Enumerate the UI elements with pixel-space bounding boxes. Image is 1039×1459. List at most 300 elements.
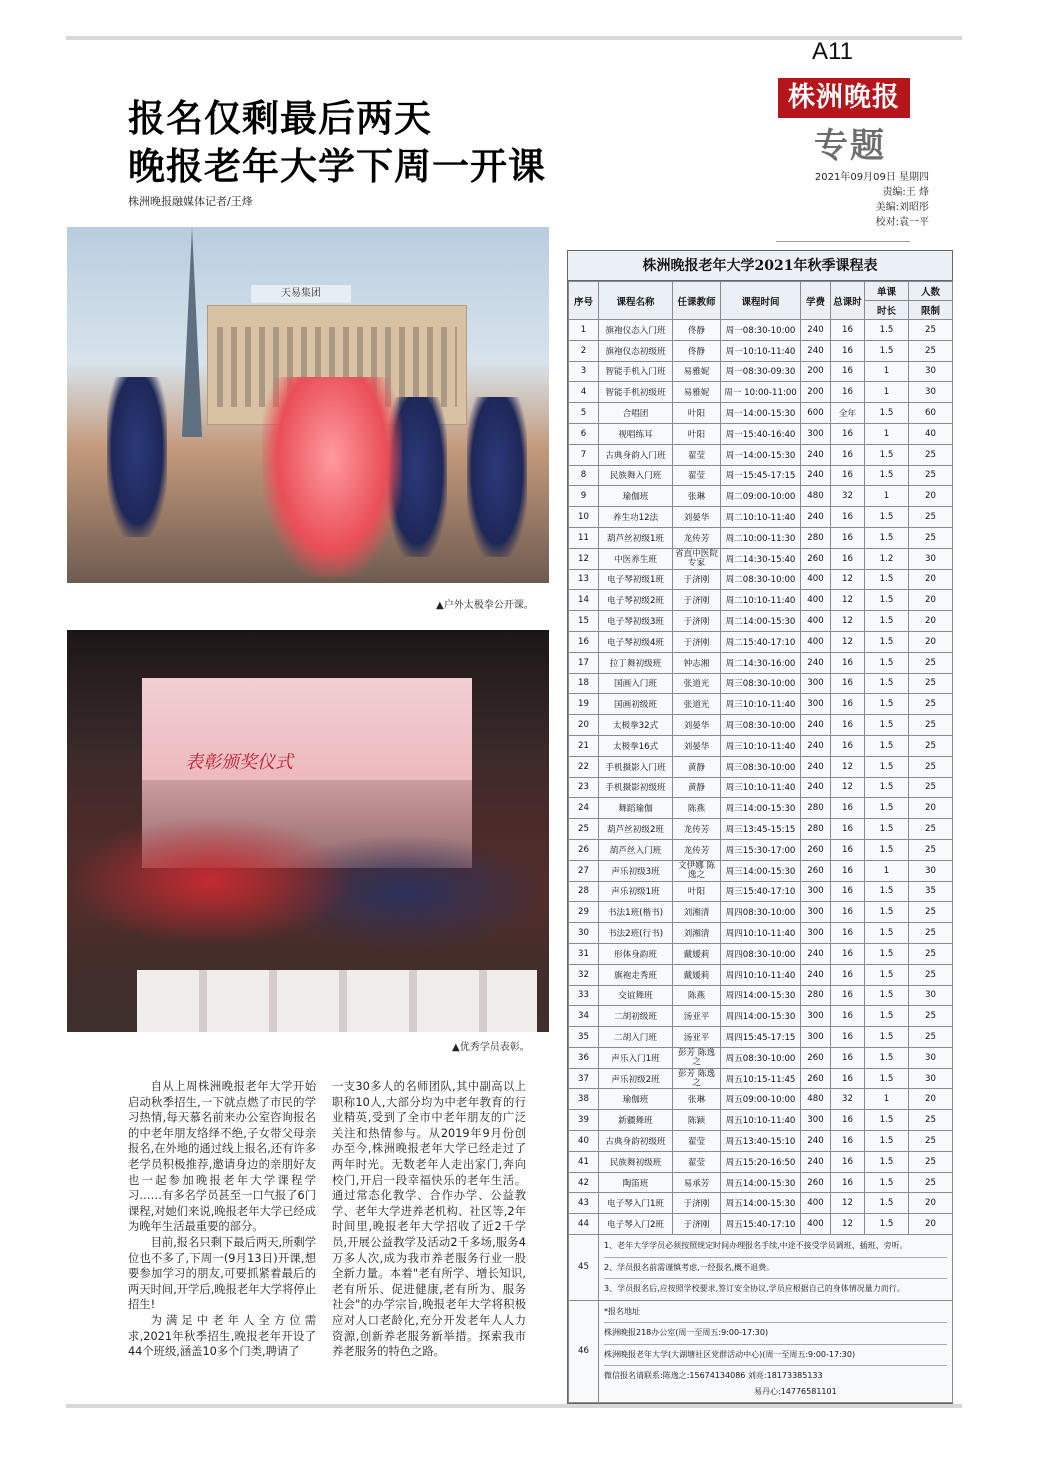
cell-total-hours: 全年	[831, 403, 865, 424]
table-row	[569, 985, 953, 1006]
cell-teacher: 陈燕	[673, 798, 721, 819]
cell-no: 23	[569, 777, 599, 798]
cell-duration: 1.2	[865, 548, 909, 569]
headline	[128, 95, 546, 191]
table-row	[569, 673, 953, 694]
cell-quota: 25	[909, 340, 953, 361]
cell-teacher: 张道光	[673, 694, 721, 715]
schedule-table	[568, 281, 953, 1403]
byline: 株洲晚报融媒体记者/王烽	[128, 195, 253, 208]
table-row	[569, 340, 953, 361]
cell-time: 周一 10:00-11:00	[721, 382, 801, 403]
cell-total-hours: 12	[831, 569, 865, 590]
cell-teacher: 于济刚	[673, 631, 721, 652]
cell-no: 8	[569, 465, 599, 486]
cell-duration: 1.5	[865, 403, 909, 424]
cell-duration: 1.5	[865, 1131, 909, 1152]
cell-course: 形体身韵班	[599, 943, 673, 964]
contact-line: 微信报名请联系:陈逸之:15674134086 刘亮:18173385133	[604, 1365, 947, 1384]
cell-course: 瑜伽班	[599, 486, 673, 507]
cell-course: 电子琴初级3班	[599, 611, 673, 632]
cell-no: 29	[569, 902, 599, 923]
cell-total-hours: 16	[831, 361, 865, 382]
cell-fee: 300	[801, 923, 831, 944]
cell-total-hours: 16	[831, 923, 865, 944]
cell-no: 34	[569, 1006, 599, 1027]
contact-line: 株洲晚报老年大学(大湖塘社区党群活动中心)(周一至周五:9:00-17:30)	[604, 1344, 947, 1363]
cell-quota: 25	[909, 839, 953, 860]
cell-course: 养生功12法	[599, 507, 673, 528]
headline-line-2: 晚报老年大学下周一开课	[128, 145, 546, 188]
notes-cell	[599, 1235, 953, 1301]
cell-time: 周一08:30-09:30	[721, 361, 801, 382]
cell-duration: 1.5	[865, 923, 909, 944]
header-no: 序号	[569, 282, 599, 320]
cell-duration: 1.5	[865, 507, 909, 528]
table-row	[569, 548, 953, 569]
cell-no: 13	[569, 569, 599, 590]
cell-teacher: 于济刚	[673, 569, 721, 590]
cell-quota: 25	[909, 673, 953, 694]
table-row	[569, 652, 953, 673]
cell-course: 旗袍仪态初级班	[599, 340, 673, 361]
cell-fee: 400	[801, 1214, 831, 1235]
table-row	[569, 1172, 953, 1193]
cell-time: 周五15:40-17:10	[721, 1214, 801, 1235]
cell-no: 3	[569, 361, 599, 382]
cell-duration: 1	[865, 423, 909, 444]
cell-quota: 25	[909, 1006, 953, 1027]
table-row	[569, 798, 953, 819]
cell-duration: 1	[865, 860, 909, 881]
table-row	[569, 382, 953, 403]
table-row	[569, 569, 953, 590]
table-row	[569, 756, 953, 777]
course-schedule	[567, 250, 953, 1404]
cell-course: 葫芦丝入门班	[599, 839, 673, 860]
contact-no: 46	[569, 1300, 599, 1403]
cell-teacher: 于济刚	[673, 590, 721, 611]
cell-total-hours: 16	[831, 819, 865, 840]
cell-fee: 400	[801, 569, 831, 590]
cell-quota: 25	[909, 1131, 953, 1152]
cell-time: 周二08:30-10:00	[721, 569, 801, 590]
paragraph: 一支30多人的名师团队,其中副高以上职称10人,大部分均为中老年教育的行业精英,受到了全市中老年朋友的广泛关注和热情参与。从2019年9月份创办至今,株洲晚报老年大学已经走过了两年时光。无数老年人走出家门,奔向校门,开启一段幸福快乐的老年生活。通过常态化教学、合作办学、公益教学、老年大学进养老机构、社区等,2年时间里,晚报老年大学招收了近2千学员,开展公益教学及活动2千多场,服务4万多人次,成为我市养老服务行业一股全新力量。本着"老有所学、增长知识,老有所乐、促进健康,老有所为、服务社会"的办学宗旨,晚报老年大学将积极应对人口老龄化,充分开发老年人人力资源,创新养老服务新举措。探索我市养老服务的特色之路。	[332, 1080, 526, 1359]
cell-time: 周三15:30-17:00	[721, 839, 801, 860]
table-row	[569, 923, 953, 944]
cell-teacher: 省直中医院专家	[673, 548, 721, 569]
photo2-caption: ▲优秀学员表彰。	[452, 1042, 530, 1053]
cell-teacher: 易雅妮	[673, 382, 721, 403]
cell-time: 周五13:40-15:10	[721, 1131, 801, 1152]
cell-no: 28	[569, 881, 599, 902]
cell-no: 21	[569, 735, 599, 756]
cell-quota: 20	[909, 1214, 953, 1235]
cell-quota: 25	[909, 694, 953, 715]
notes-row	[569, 1235, 953, 1301]
cell-total-hours: 16	[831, 985, 865, 1006]
cell-fee: 240	[801, 777, 831, 798]
gift-boxes	[137, 970, 537, 1032]
cell-teacher: 于济刚	[673, 1214, 721, 1235]
cell-total-hours: 12	[831, 611, 865, 632]
cell-fee: 260	[801, 1068, 831, 1089]
cell-time: 周三10:10-11:40	[721, 735, 801, 756]
cell-time: 周二14:30-16:00	[721, 652, 801, 673]
cell-fee: 240	[801, 340, 831, 361]
lead-performer-figure	[262, 377, 402, 577]
cell-time: 周四14:00-15:30	[721, 985, 801, 1006]
cell-duration: 1.5	[865, 1214, 909, 1235]
cell-no: 25	[569, 819, 599, 840]
cell-no: 30	[569, 923, 599, 944]
cell-no: 7	[569, 444, 599, 465]
cell-teacher: 文伊娜 陈逸之	[673, 860, 721, 881]
cell-quota: 25	[909, 777, 953, 798]
cell-total-hours: 16	[831, 444, 865, 465]
table-row	[569, 361, 953, 382]
cell-teacher: 翟莹	[673, 444, 721, 465]
cell-quota: 25	[909, 943, 953, 964]
cell-duration: 1	[865, 1089, 909, 1110]
table-row	[569, 777, 953, 798]
cell-course: 合唱团	[599, 403, 673, 424]
cell-quota: 25	[909, 923, 953, 944]
header-course: 课程名称	[599, 282, 673, 320]
cell-course: 智能手机入门班	[599, 361, 673, 382]
cell-no: 11	[569, 527, 599, 548]
cell-course: 二胡初级班	[599, 1006, 673, 1027]
cell-teacher: 陈颖	[673, 1110, 721, 1131]
cell-duration: 1	[865, 486, 909, 507]
designer-credit: 美编:刘昭彤	[875, 202, 929, 213]
cell-fee: 240	[801, 1151, 831, 1172]
cell-quota: 35	[909, 881, 953, 902]
cell-time: 周一14:00-15:30	[721, 444, 801, 465]
cell-quota: 60	[909, 403, 953, 424]
cell-course: 舞蹈瑜伽	[599, 798, 673, 819]
header-single: 单课	[865, 282, 909, 301]
cell-teacher: 黄静	[673, 777, 721, 798]
cell-teacher: 刘湘清	[673, 923, 721, 944]
cell-duration: 1.5	[865, 1068, 909, 1089]
cell-teacher: 张琳	[673, 486, 721, 507]
cell-fee: 480	[801, 1089, 831, 1110]
cell-time: 周三14:00-15:30	[721, 860, 801, 881]
building-sign: 天易集团	[251, 285, 351, 303]
cell-no: 40	[569, 1131, 599, 1152]
cell-time: 周三08:30-10:00	[721, 715, 801, 736]
cell-quota: 25	[909, 735, 953, 756]
cell-fee: 280	[801, 527, 831, 548]
cell-course: 旗袍走秀班	[599, 964, 673, 985]
cell-total-hours: 16	[831, 673, 865, 694]
cell-no: 6	[569, 423, 599, 444]
cell-fee: 240	[801, 320, 831, 341]
cell-total-hours: 16	[831, 423, 865, 444]
cell-duration: 1.5	[865, 465, 909, 486]
table-row	[569, 1214, 953, 1235]
cell-total-hours: 16	[831, 1027, 865, 1048]
cell-no: 10	[569, 507, 599, 528]
contact-line: *报名地址	[604, 1306, 640, 1316]
cell-course: 古典身韵入门班	[599, 444, 673, 465]
cell-quota: 20	[909, 590, 953, 611]
contact-cell	[599, 1300, 953, 1403]
cell-fee: 400	[801, 631, 831, 652]
cell-time: 周四15:45-17:15	[721, 1027, 801, 1048]
cell-teacher: 刘晏华	[673, 735, 721, 756]
header-quota-limit: 限制	[909, 301, 953, 320]
cell-no: 20	[569, 715, 599, 736]
cell-course: 新疆舞班	[599, 1110, 673, 1131]
cell-duration: 1.5	[865, 1047, 909, 1068]
cell-time: 周四10:10-11:40	[721, 923, 801, 944]
article-column-2	[332, 1079, 526, 1360]
proofreader-credit: 校对:袁一平	[875, 217, 929, 228]
cell-total-hours: 16	[831, 548, 865, 569]
cell-quota: 30	[909, 1068, 953, 1089]
note-line: 1、老年大学学员必须按照规定时间办理报名手续,中途不接受学员调班、插班、旁听。	[604, 1241, 908, 1251]
cell-quota: 25	[909, 756, 953, 777]
cell-teacher: 刘晏华	[673, 507, 721, 528]
cell-quota: 20	[909, 631, 953, 652]
cell-no: 37	[569, 1068, 599, 1089]
cell-time: 周一10:10-11:40	[721, 340, 801, 361]
cell-duration: 1.5	[865, 985, 909, 1006]
table-row	[569, 819, 953, 840]
cell-total-hours: 16	[831, 1151, 865, 1172]
cell-time: 周四10:10-11:40	[721, 964, 801, 985]
cell-no: 18	[569, 673, 599, 694]
header-total-hours: 总课时	[831, 282, 865, 320]
cell-course: 中医养生班	[599, 548, 673, 569]
cell-total-hours: 16	[831, 1047, 865, 1068]
cell-time: 周二10:10-11:40	[721, 507, 801, 528]
cell-course: 电子琴入门2班	[599, 1214, 673, 1235]
cell-course: 太极拳32式	[599, 715, 673, 736]
cell-course: 书法2班(行书)	[599, 923, 673, 944]
cell-duration: 1.5	[865, 943, 909, 964]
cell-quota: 30	[909, 382, 953, 403]
cell-duration: 1.5	[865, 569, 909, 590]
cell-no: 32	[569, 964, 599, 985]
cell-duration: 1.5	[865, 819, 909, 840]
cell-time: 周五14:00-15:30	[721, 1172, 801, 1193]
cell-quota: 20	[909, 569, 953, 590]
cell-no: 22	[569, 756, 599, 777]
cell-total-hours: 12	[831, 590, 865, 611]
cell-fee: 300	[801, 1027, 831, 1048]
cell-fee: 400	[801, 1193, 831, 1214]
table-row	[569, 403, 953, 424]
photo-taichi-class	[67, 227, 549, 583]
cell-no: 24	[569, 798, 599, 819]
cell-fee: 300	[801, 673, 831, 694]
cell-duration: 1.5	[865, 1172, 909, 1193]
cell-total-hours: 16	[831, 881, 865, 902]
cell-quota: 20	[909, 1193, 953, 1214]
cell-time: 周三10:10-11:40	[721, 777, 801, 798]
paragraph: 目前,报名只剩下最后两天,所剩学位也不多了,下周一(9月13日)开课,想要参加学习的朋友,可要抓紧着最后的两天时间,开学后,晚报老年大学将停止招生!	[128, 1235, 316, 1312]
table-row	[569, 1006, 953, 1027]
cell-duration: 1.5	[865, 1151, 909, 1172]
contact-line: 易丹心:14776581101	[754, 1386, 837, 1396]
cell-teacher: 龙传芳	[673, 839, 721, 860]
table-row	[569, 1110, 953, 1131]
cell-no: 35	[569, 1027, 599, 1048]
cell-quota: 30	[909, 985, 953, 1006]
cell-teacher: 彭芳 陈逸之	[673, 1047, 721, 1068]
headline-line-1: 报名仅剩最后两天	[128, 97, 432, 140]
cell-no: 41	[569, 1151, 599, 1172]
cell-time: 周二14:00-15:30	[721, 611, 801, 632]
cell-duration: 1.5	[865, 715, 909, 736]
issue-meta	[779, 170, 929, 230]
cell-fee: 480	[801, 486, 831, 507]
cell-fee: 240	[801, 507, 831, 528]
table-row	[569, 423, 953, 444]
table-row	[569, 860, 953, 881]
notes-no: 45	[569, 1235, 599, 1301]
cell-duration: 1.5	[865, 735, 909, 756]
cell-teacher: 汤亚平	[673, 1027, 721, 1048]
cell-course: 智能手机初级班	[599, 382, 673, 403]
cell-time: 周三14:00-15:30	[721, 798, 801, 819]
table-row	[569, 320, 953, 341]
cell-teacher: 翟莹	[673, 1131, 721, 1152]
cell-duration: 1.5	[865, 1006, 909, 1027]
table-row	[569, 631, 953, 652]
cell-total-hours: 16	[831, 694, 865, 715]
editor-credit: 责编:王 烽	[882, 187, 929, 198]
cell-course: 陶笛班	[599, 1172, 673, 1193]
table-row	[569, 881, 953, 902]
cell-duration: 1.5	[865, 1027, 909, 1048]
cell-quota: 25	[909, 902, 953, 923]
cell-fee: 200	[801, 361, 831, 382]
cell-course: 书法1班(楷书)	[599, 902, 673, 923]
cell-no: 19	[569, 694, 599, 715]
cell-no: 42	[569, 1172, 599, 1193]
page-number: A11	[812, 38, 853, 65]
table-row	[569, 444, 953, 465]
cell-fee: 300	[801, 1006, 831, 1027]
cell-total-hours: 12	[831, 756, 865, 777]
cell-course: 电子琴初级4班	[599, 631, 673, 652]
paragraph: 为满足中老年人全方位需求,2021年秋季招生,晚报老年开设了44个班级,涵盖10多个门类,聘请了	[128, 1313, 316, 1359]
cell-quota: 25	[909, 1027, 953, 1048]
table-row	[569, 465, 953, 486]
cell-course: 国画入门班	[599, 673, 673, 694]
cell-time: 周五09:00-10:00	[721, 1089, 801, 1110]
table-row	[569, 1027, 953, 1048]
cell-time: 周二09:00-10:00	[721, 486, 801, 507]
cell-time: 周三08:30-10:00	[721, 756, 801, 777]
cell-total-hours: 32	[831, 486, 865, 507]
table-row	[569, 1193, 953, 1214]
cell-course: 拉丁舞初级班	[599, 652, 673, 673]
cell-course: 古典身韵初级班	[599, 1131, 673, 1152]
cell-fee: 280	[801, 798, 831, 819]
performer-figure	[467, 397, 527, 557]
table-row	[569, 902, 953, 923]
cell-course: 葫芦丝初级2班	[599, 819, 673, 840]
cell-course: 声乐入门1班	[599, 1047, 673, 1068]
cell-fee: 300	[801, 694, 831, 715]
cell-fee: 240	[801, 465, 831, 486]
cell-time: 周五10:10-11:40	[721, 1110, 801, 1131]
cell-no: 5	[569, 403, 599, 424]
header-single-duration: 时长	[865, 301, 909, 320]
cell-fee: 280	[801, 985, 831, 1006]
cell-duration: 1.5	[865, 798, 909, 819]
cell-teacher: 于济刚	[673, 1193, 721, 1214]
table-row	[569, 507, 953, 528]
cell-duration: 1.5	[865, 902, 909, 923]
table-row	[569, 1068, 953, 1089]
cell-time: 周四08:30-10:00	[721, 943, 801, 964]
cell-no: 16	[569, 631, 599, 652]
table-row	[569, 527, 953, 548]
cell-course: 二胡入门班	[599, 1027, 673, 1048]
cell-no: 26	[569, 839, 599, 860]
cell-total-hours: 16	[831, 1110, 865, 1131]
cell-teacher: 佟静	[673, 320, 721, 341]
table-row	[569, 839, 953, 860]
cell-course: 声乐初级3班	[599, 860, 673, 881]
cell-duration: 1.5	[865, 964, 909, 985]
cell-fee: 260	[801, 839, 831, 860]
cell-fee: 400	[801, 611, 831, 632]
cell-time: 周二10:10-11:40	[721, 590, 801, 611]
cell-time: 周四14:00-15:30	[721, 1006, 801, 1027]
cell-no: 43	[569, 1193, 599, 1214]
cell-time: 周二15:40-17:10	[721, 631, 801, 652]
cell-quota: 25	[909, 320, 953, 341]
cell-total-hours: 16	[831, 1172, 865, 1193]
cell-time: 周一15:45-17:15	[721, 465, 801, 486]
cell-duration: 1.5	[865, 611, 909, 632]
cell-teacher: 于济刚	[673, 611, 721, 632]
cell-duration: 1.5	[865, 631, 909, 652]
paragraph: 自从上周株洲晚报老年大学开始启动秋季招生,一下就点燃了市民的学习热情,每天慕名前来办公室咨询报名的中老年朋友络绎不绝,子女带父母亲报名,在外地的通过线上报名,还有许多老学员积极推荐,邀请身边的亲朋好友也一起参加晚报老年大学课程学习……有多名学员甚至一口气报了6门课程,对她们来说,晚报老年大学已经成为晚年生活最重要的部分。	[128, 1080, 316, 1234]
cell-duration: 1	[865, 382, 909, 403]
table-row	[569, 590, 953, 611]
cell-duration: 1.5	[865, 1193, 909, 1214]
tv-tower-shape	[182, 227, 202, 437]
cell-total-hours: 16	[831, 943, 865, 964]
cell-no: 27	[569, 860, 599, 881]
photo1-caption: ▲户外太极拳公开课。	[436, 600, 534, 611]
cell-total-hours: 16	[831, 382, 865, 403]
cell-quota: 30	[909, 361, 953, 382]
cell-course: 电子琴初级2班	[599, 590, 673, 611]
cell-quota: 25	[909, 1151, 953, 1172]
cell-no: 9	[569, 486, 599, 507]
cell-teacher: 龙传芳	[673, 527, 721, 548]
cell-no: 36	[569, 1047, 599, 1068]
cell-total-hours: 16	[831, 1131, 865, 1152]
cell-course: 太极拳16式	[599, 735, 673, 756]
contact-line: 株洲晚报218办公室(周一至周五:9:00-17:30)	[604, 1322, 947, 1341]
cell-time: 周三10:10-11:40	[721, 694, 801, 715]
cell-total-hours: 12	[831, 777, 865, 798]
cell-teacher: 张琳	[673, 1089, 721, 1110]
cell-fee: 240	[801, 1131, 831, 1152]
table-row	[569, 1047, 953, 1068]
cell-teacher: 佟静	[673, 340, 721, 361]
